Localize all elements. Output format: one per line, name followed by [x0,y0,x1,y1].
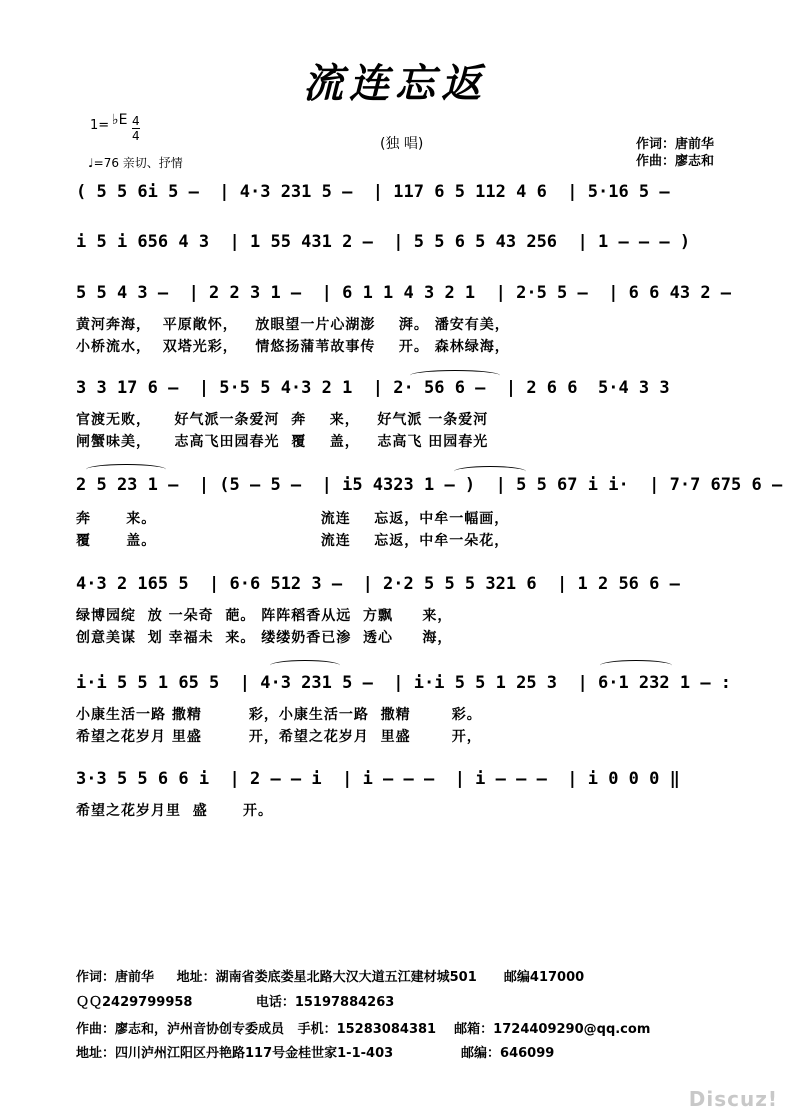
slur [86,464,166,475]
subtitle: (独 唱) [380,136,424,152]
composer-credit: 作曲：廖志和 [636,154,715,169]
key-signature [90,112,140,143]
lyrics-system-6-verse-2: 创意美谋 划 幸福未 来。 缕缕奶香已渗 透心 海， [76,630,453,646]
notation-system-8: 3·3 5 5 6 6 i | 2 – – i | i – – – | i – – – | i 0 0 0 ‖ [76,769,680,789]
watermark-logo: Discuz! [688,1087,778,1111]
tempo-marking: ♩=76 亲切、抒情 [88,156,183,170]
credits [636,136,714,170]
song-title: 流连忘返 [303,60,487,107]
lyrics-system-3-verse-1: 黄河奔海， 平原敞怀， 放眼望一片心湖澎 湃。 潘安有美， [76,317,510,333]
time-sig-bottom: 4 [132,129,140,143]
lyrics-system-7-verse-2: 希望之花岁月 里盛 开，希望之花岁月 里盛 开， [76,729,482,745]
lyrics-system-5-verse-1: 奔 来。 流连 忘返，中牟一幅画， [76,511,510,527]
lyrics-system-6-verse-1: 绿博园绽 放 一朵奇 葩。 阵阵稻香从远 方飘 来， [76,608,453,624]
notation-system-3: 5 5 4 3 – | 2 2 3 1 – | 6 1 1 4 3 2 1 | 2·5 5 – | 6 6 43 2 – [76,283,732,303]
key-label: 1= [90,118,110,133]
notation-system-2: i 5 i 656 4 3 | 1 55 431 2 – | 5 5 6 5 43 256 | 1 – – – ) [76,232,691,252]
lyrics-system-8-verse-1: 希望之花岁月里 盛 开。 [76,803,273,819]
notation-system-6: 4·3 2 165 5 | 6·6 512 3 – | 2·2 5 5 5 321 6 | 1 2 56 6 – [76,574,680,594]
footer-address-line: 地址：四川泸州江阳区丹艳路117号金桂世家1-1-403 邮编：646099 [76,1046,555,1061]
footer-qq-line: ＱＱ2429799958 电话：15197884263 [76,995,395,1010]
slur [454,466,526,477]
lyrics-system-4-verse-2: 闸蟹味美， 志高飞田园春光 覆 盖， 志高飞 田园春光 [76,434,489,450]
footer-lyricist-line: 作词：唐前华 地址：湖南省娄底娄星北路大汉大道五江建材城501 邮编417000 [76,970,585,985]
notation-system-5: 2 5 23 1 – | (5 – 5 – | i5 4323 1 – ) | 5 5 67 i i· | 7·7 675 6 – [76,475,783,495]
key-flat: ♭E [112,112,128,128]
lyricist-credit: 作词：唐前华 [636,137,715,152]
lyrics-system-7-verse-1: 小康生活一路 撒精 彩，小康生活一路 撒精 彩。 [76,707,482,723]
slur [270,660,340,671]
notation-system-4: 3 3 17 6 – | 5·5 5 4·3 2 1 | 2· 56 6 – | 2 6 6 5·4 3 3 [76,378,670,398]
time-sig-top: 4 [132,114,140,128]
slur [600,660,672,671]
lyrics-system-3-verse-2: 小桥流水， 双塔光彩， 情悠扬蒲苇故事传 开。 森林绿海， [76,339,510,355]
time-signature [132,114,140,143]
lyrics-system-5-verse-2: 覆 盖。 流连 忘返，中牟一朵花， [76,533,510,549]
notation-system-7: i·i 5 5 1 65 5 | 4·3 231 5 – | i·i 5 5 1 25 3 | 6·1 232 1 – : [76,673,732,693]
footer-composer-line: 作曲：廖志和，泸州音协创专委成员 手机：15283084381 邮箱：1724409290@qq.com [76,1022,651,1037]
notation-system-1: ( 5 5 6i 5 – | 4·3 231 5 – | 117 6 5 112 4 6 | 5·16 5 – [76,182,670,202]
slur [410,370,500,381]
lyrics-system-4-verse-1: 官渡无败， 好气派一条爱河 奔 来， 好气派 一条爱河 [76,412,489,428]
